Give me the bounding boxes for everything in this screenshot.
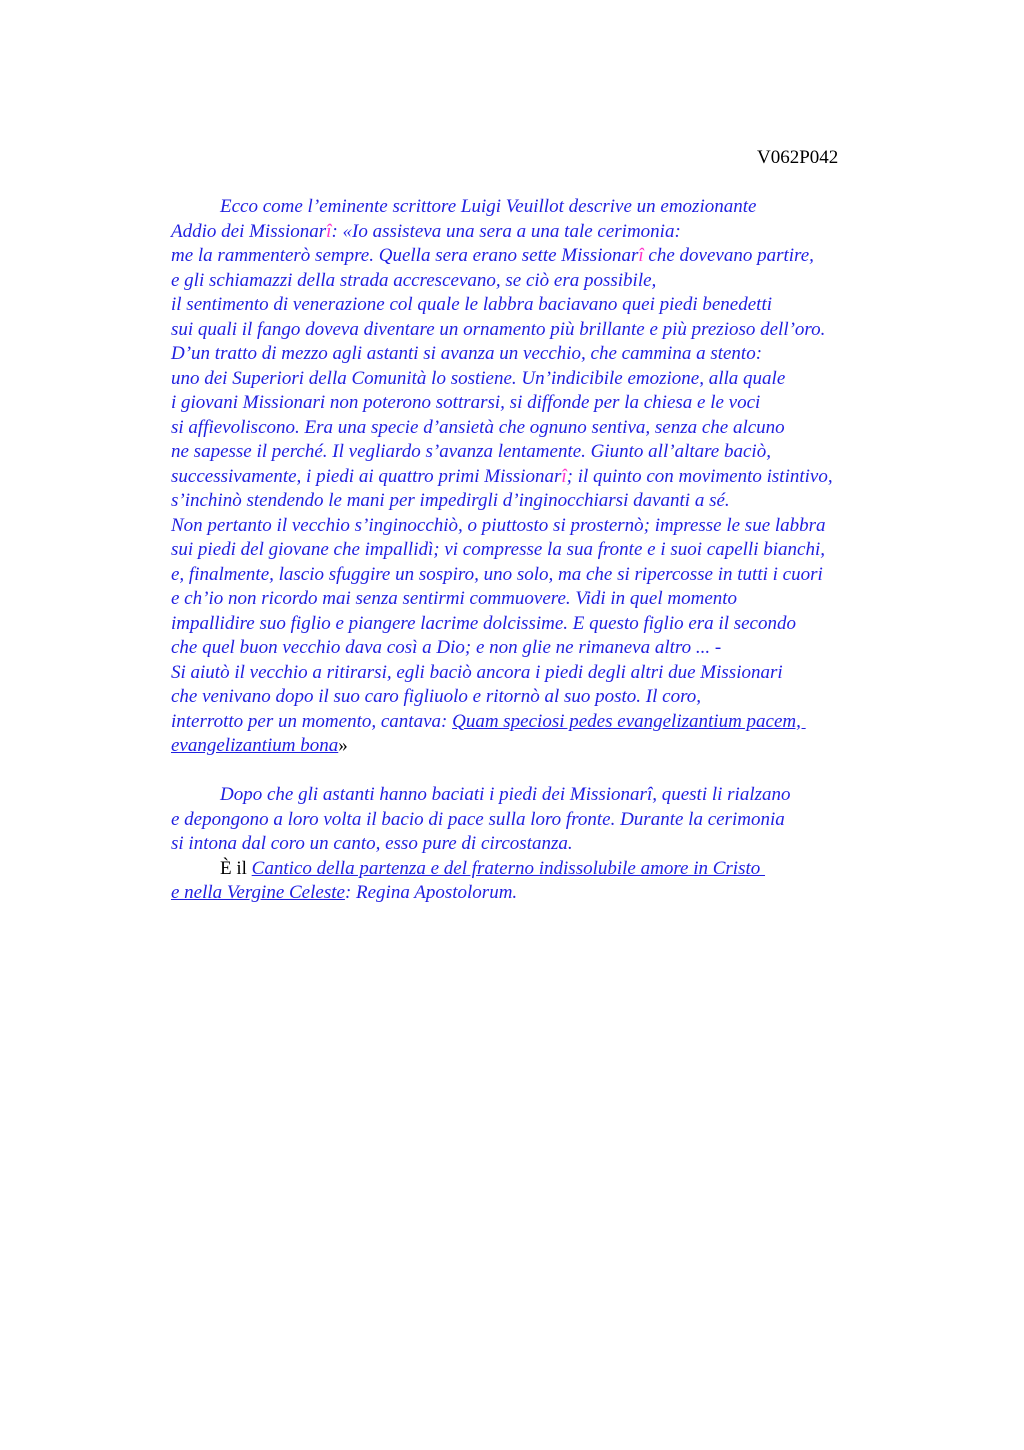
- paragraph-gap: [171, 759, 931, 784]
- text-line: uno dei Superiori della Comunità lo sostiene. Un’indicibile emozione, alla quale: [171, 367, 786, 389]
- text-line: Si aiutò il vecchio a ritirarsi, egli baciò ancora i piedi degli altri due Missionari: [171, 661, 783, 683]
- text-span: ; il quinto con movimento istintivo,: [566, 465, 833, 487]
- text-span: che dovevano partire,: [643, 245, 814, 266]
- text-line: [171, 710, 931, 735]
- text-line: e gli schiamazzi della strada accrescevano, se ciò era possibile,: [171, 269, 657, 291]
- text-line: Non pertanto il vecchio s’inginocchiò, o piuttosto si prosternò; impresse le sue labbra: [171, 514, 826, 536]
- text-line: che quel buon vecchio dava così a Dio; e non glie ne rimaneva altro ... -: [171, 637, 722, 658]
- latin-quote-link[interactable]: Quam speciosi pedes evangelizantium pacem,: [452, 710, 806, 732]
- text-line: [171, 857, 931, 882]
- text-line: sui piedi del giovane che impallidì; vi compresse la sua fronte e i suoi capelli bianchi,: [171, 539, 825, 560]
- text-line: [171, 220, 931, 245]
- text-line: D’un tratto di mezzo agli astanti si avanza un vecchio, che cammina a stento:: [171, 343, 763, 364]
- text-line: ne sapesse il perché. Il vegliardo s’avanza lentamente. Giunto all’altare baciò,: [171, 441, 771, 462]
- text-span: È il: [220, 857, 252, 879]
- accent-char: î: [561, 465, 567, 487]
- text-line: [171, 465, 931, 490]
- latin-quote-link[interactable]: evangelizantium bona: [171, 735, 339, 756]
- text-line: si intona dal coro un canto, esso pure di circostanza.: [171, 833, 573, 854]
- text-line: [171, 734, 931, 759]
- accent-char: î: [326, 220, 332, 242]
- accent-char: î: [638, 245, 644, 266]
- text-line: il sentimento di venerazione col quale le labbra baciavano quei piedi benedetti: [171, 294, 772, 315]
- text-line: e ch’io non ricordo mai senza sentirmi commuovere. Vidi in quel momento: [171, 588, 738, 609]
- text-span: : Regina Apostolorum.: [344, 882, 518, 903]
- text-line: sui quali il fango doveva diventare un ornamento più brillante e più prezioso dell’oro.: [171, 318, 826, 340]
- text-line: Dopo che gli astanti hanno baciati i piedi dei Missionarî, questi li rialzano: [220, 784, 791, 805]
- cantico-link[interactable]: e nella Vergine Celeste: [171, 882, 345, 903]
- text-span: Addio dei Missionar: [171, 220, 327, 242]
- text-line: s’inchinò stendendo le mani per impedirgli d’inginocchiarsi davanti a sé.: [171, 490, 730, 511]
- text-span: successivamente, i piedi ai quattro primi Missionar: [171, 465, 562, 487]
- closing-quote: »: [338, 735, 348, 756]
- text-line: si affievoliscono. Era una specie d’ansietà che ognuno sentiva, senza che alcuno: [171, 416, 785, 438]
- cantico-link[interactable]: Cantico della partenza e del fraterno indissolubile amore in Cristo: [251, 857, 766, 879]
- text-line: Ecco come l’eminente scrittore Luigi Veuillot descrive un emozionante: [220, 196, 757, 217]
- text-line: [171, 244, 931, 269]
- text-line: i giovani Missionari non poterono sottrarsi, si diffonde per la chiesa e le voci: [171, 392, 761, 413]
- document-body: [171, 195, 931, 906]
- text-line: e depongono a loro volta il bacio di pace sulla loro fronte. Durante la cerimonia: [171, 808, 785, 830]
- text-line: e, finalmente, lascio sfuggire un sospiro, uno solo, ma che si ripercosse in tutti i cuori: [171, 563, 823, 585]
- page-reference: V062P042: [757, 147, 839, 168]
- text-line: [171, 881, 931, 906]
- text-span: interrotto per un momento, cantava:: [171, 710, 453, 732]
- text-line: che venivano dopo il suo caro figliuolo e ritornò al suo posto. Il coro,: [171, 686, 702, 707]
- text-span: me la rammenterò sempre. Quella sera erano sette Missionar: [171, 245, 639, 266]
- text-span: : «Io assisteva una sera a una tale cerimonia:: [331, 220, 681, 242]
- text-line: impallidire suo figlio e piangere lacrime dolcissime. E questo figlio era il secondo: [171, 612, 796, 634]
